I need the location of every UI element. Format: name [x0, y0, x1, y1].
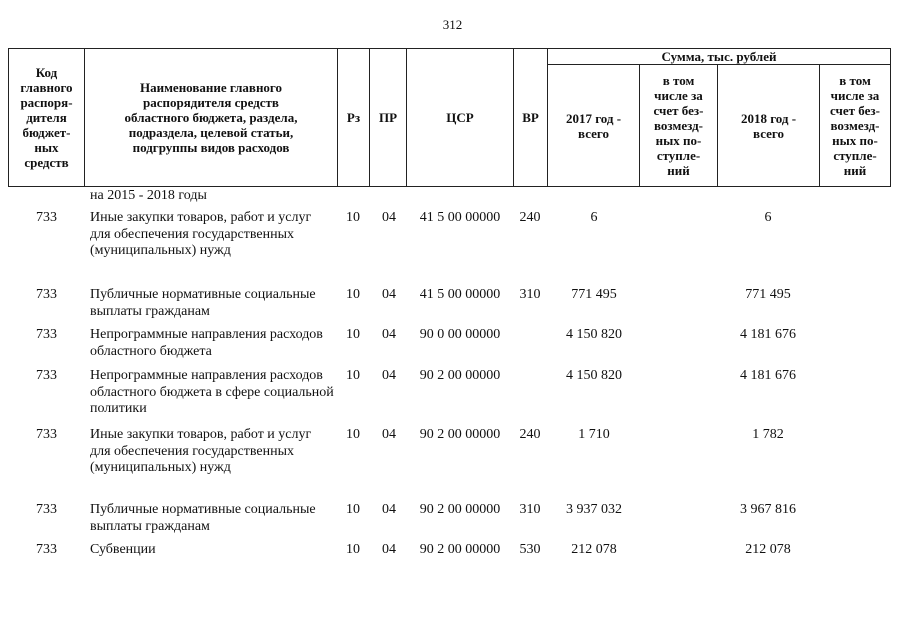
header-2017-total: 2017 год - всего [565, 110, 622, 141]
row-code: 733 [36, 427, 57, 442]
row-rz: 10 [346, 210, 360, 225]
row-vr: 530 [519, 542, 541, 557]
row-vr: 240 [519, 210, 541, 225]
row-code: 733 [36, 210, 57, 225]
row-vr: 310 [519, 502, 541, 517]
continuation-text: на 2015 - 2018 годы [90, 188, 207, 203]
row-rz: 10 [346, 427, 360, 442]
row-sum-2018: 1 782 [752, 427, 784, 442]
row-code: 733 [36, 327, 57, 342]
row-name: Непрограммные направления расходов областного бюджета [90, 327, 323, 359]
row-sum-2017: 3 937 032 [566, 502, 622, 517]
row-sum-2018: 212 078 [745, 542, 791, 557]
row-rz: 10 [346, 542, 360, 557]
row-pr: 04 [382, 502, 396, 517]
header-2017-free: в том числе за счет без- возмезд- ных по- ступле- ний [653, 73, 704, 178]
header-2018-free: в том числе за счет без- возмезд- ных по- ступле- ний [830, 73, 880, 178]
row-pr: 04 [382, 427, 396, 442]
row-sum-2017: 6 [590, 210, 598, 225]
row-vr: 310 [519, 287, 541, 302]
row-code: 733 [36, 368, 57, 383]
row-name: Иные закупки товаров, работ и услуг для обеспечения государственных (муниципальных) нужд [90, 427, 312, 475]
row-sum-2018: 6 [764, 210, 772, 225]
row-sum-2017: 1 710 [578, 427, 610, 442]
row-sum-2017: 212 078 [571, 542, 617, 557]
row-csr: 41 5 00 00000 [419, 287, 501, 302]
row-csr: 90 0 00 00000 [419, 327, 501, 342]
header-rz: Рз [346, 110, 361, 125]
row-rz: 10 [346, 502, 360, 517]
row-name: Публичные нормативные социальные выплаты гражданам [90, 502, 316, 534]
row-code: 733 [36, 502, 57, 517]
row-csr: 90 2 00 00000 [419, 502, 501, 517]
header-vr: ВР [522, 110, 539, 125]
row-pr: 04 [382, 542, 396, 557]
row-name: Непрограммные направления расходов областного бюджета в сфере социальной политики [90, 368, 334, 416]
row-code: 733 [36, 542, 57, 557]
row-vr: 240 [519, 427, 541, 442]
header-vline [890, 48, 891, 186]
row-sum-2018: 771 495 [745, 287, 791, 302]
header-csr: ЦСР [446, 110, 474, 125]
row-name: Субвенции [90, 542, 156, 557]
row-rz: 10 [346, 368, 360, 383]
row-pr: 04 [382, 327, 396, 342]
header-code: Код главного распоря- дителя бюджет- ных средств [20, 65, 73, 170]
header-bottom-border [8, 186, 891, 187]
row-code: 733 [36, 287, 57, 302]
row-sum-2018: 4 181 676 [740, 368, 796, 383]
row-csr: 90 2 00 00000 [419, 542, 501, 557]
row-sum-2018: 3 967 816 [740, 502, 796, 517]
row-sum-2017: 4 150 820 [566, 368, 622, 383]
row-name: Публичные нормативные социальные выплаты гражданам [90, 287, 316, 319]
header-sum-group: Сумма, тыс. рублей [661, 49, 777, 64]
row-sum-2017: 4 150 820 [566, 327, 622, 342]
row-name: Иные закупки товаров, работ и услуг для обеспечения государственных (муниципальных) нужд [90, 210, 312, 258]
page-number: 312 [442, 17, 463, 32]
row-pr: 04 [382, 287, 396, 302]
row-rz: 10 [346, 287, 360, 302]
row-sum-2017: 771 495 [571, 287, 617, 302]
row-csr: 90 2 00 00000 [419, 368, 501, 383]
row-csr: 41 5 00 00000 [419, 210, 501, 225]
row-sum-2018: 4 181 676 [740, 327, 796, 342]
header-pr: ПР [378, 110, 398, 125]
row-rz: 10 [346, 327, 360, 342]
row-csr: 90 2 00 00000 [419, 427, 501, 442]
row-pr: 04 [382, 210, 396, 225]
header-2018-total: 2018 год - всего [740, 110, 797, 141]
header-name: Наименование главного распорядителя средств областного бюджета, раздела, подраздела, целевой статьи, подгруппы видов расходов [124, 80, 298, 155]
row-pr: 04 [382, 368, 396, 383]
